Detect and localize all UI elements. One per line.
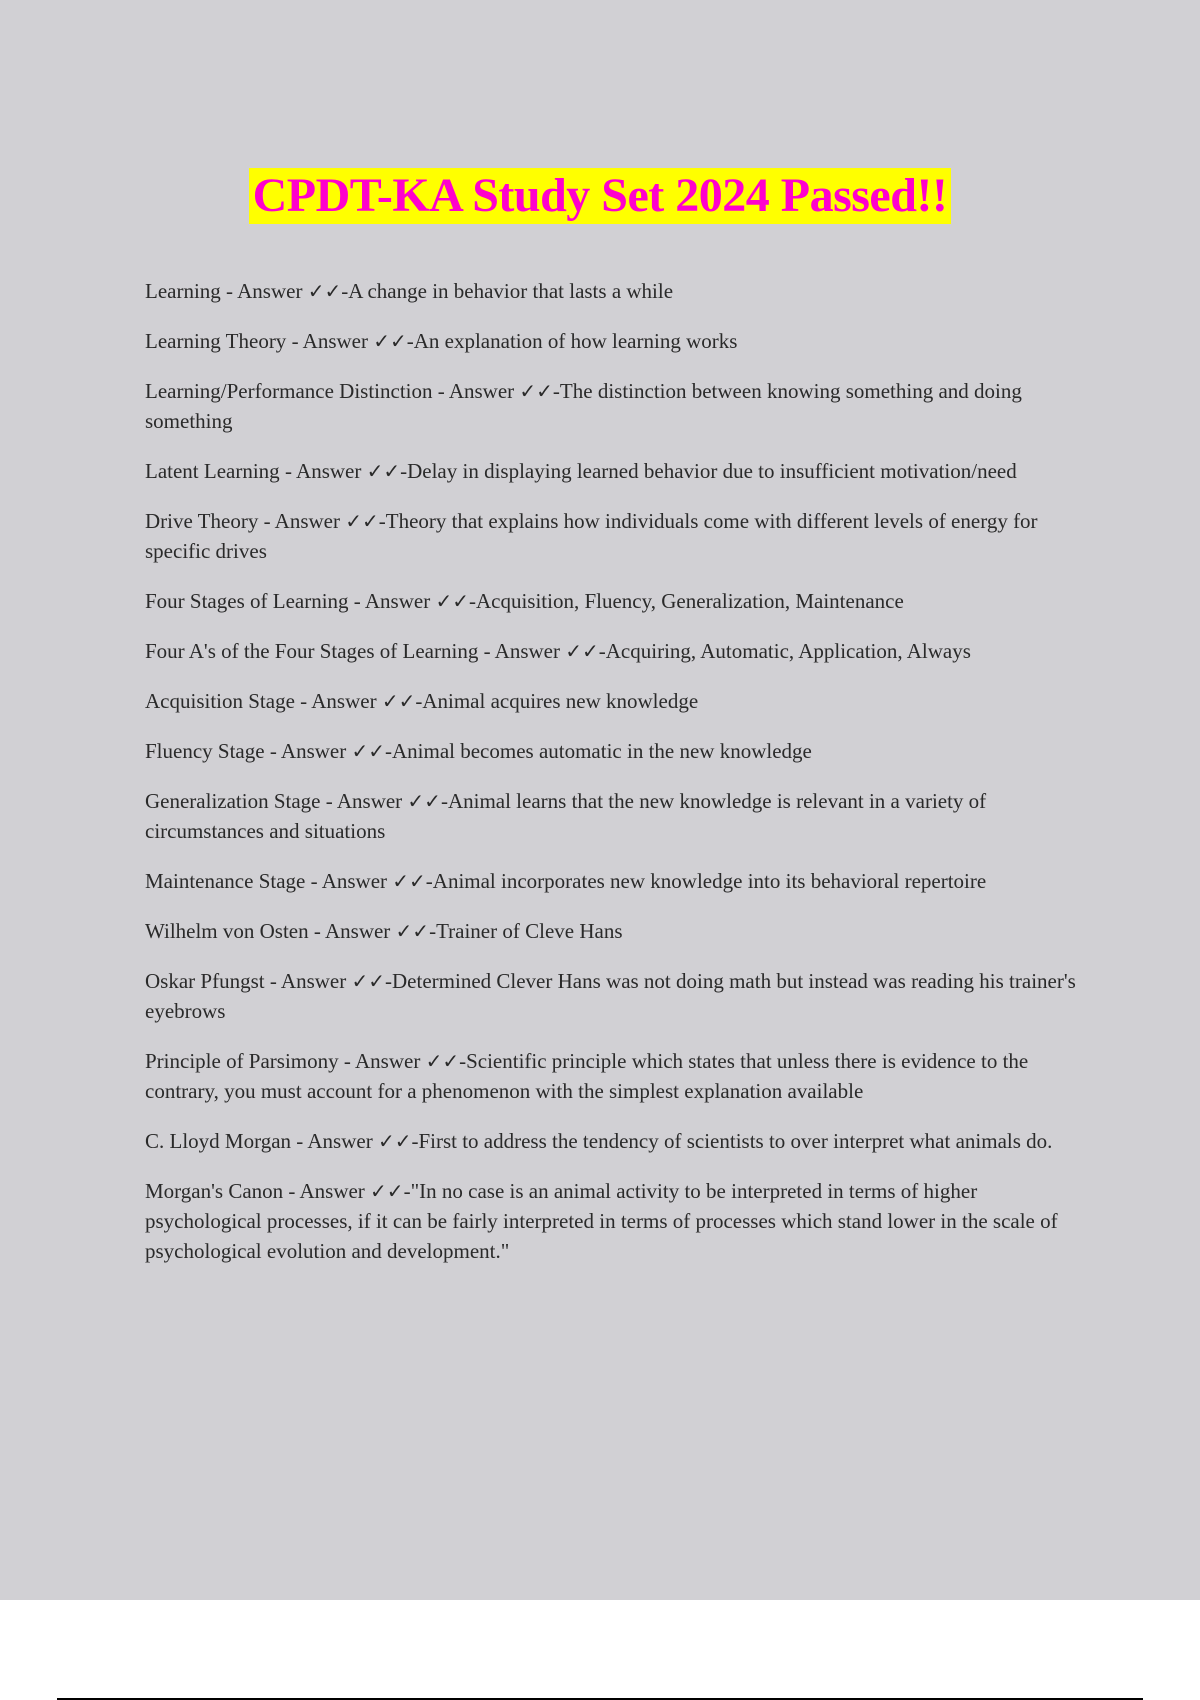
entry-answer: The distinction between knowing something and doing something: [145, 379, 1022, 433]
entry-answer: Trainer of Cleve Hans: [436, 919, 623, 943]
entry-answer: Acquiring, Automatic, Application, Always: [605, 639, 971, 663]
qa-entry-14: [145, 1046, 1080, 1106]
entry-answer: Animal acquires new knowledge: [422, 689, 699, 713]
double-check-icon: ✓✓: [381, 689, 416, 713]
double-check-icon: ✓✓: [407, 789, 441, 813]
entry-dash: -: [341, 279, 349, 303]
entry-separator: - Answer: [338, 1049, 426, 1073]
entry-separator: - Answer: [308, 919, 396, 943]
entry-term: Principle of Parsimony: [145, 1049, 339, 1073]
entry-dash: -: [429, 919, 437, 943]
entry-term: Acquisition Stage: [145, 689, 295, 713]
entry-term: Oskar Pfungst: [145, 969, 265, 993]
entry-term: Drive Theory: [145, 509, 259, 533]
entry-dash: -: [425, 869, 433, 893]
document-title: CPDT-KA Study Set 2024 Passed!!: [249, 168, 952, 224]
double-check-icon: ✓✓: [345, 509, 379, 533]
entry-term: Maintenance Stage: [145, 869, 306, 893]
entry-dash: -: [598, 639, 606, 663]
entry-answer: "In no case is an animal activity to be interpreted in terms of higher psychological processes, if it can be fairly interpreted in terms of processes which stand lower in the scale of psychological evolution and development.": [145, 1179, 1058, 1263]
entry-answer: Scientific principle which states that unless there is evidence to the contrary, you must account for a phenomenon with the simplest explanation available: [145, 1049, 1029, 1103]
double-check-icon: ✓✓: [392, 869, 426, 893]
qa-entry-11: [145, 866, 1080, 896]
qa-entry-2: [145, 326, 1080, 356]
title-container: [0, 168, 1200, 224]
entry-dash: -: [406, 329, 414, 353]
entry-term: Learning: [145, 279, 221, 303]
entry-separator: - Answer: [279, 459, 367, 483]
entry-dash: -: [403, 1179, 411, 1203]
entry-dash: -: [378, 509, 386, 533]
entry-separator: - Answer: [258, 509, 346, 533]
entry-dash: -: [385, 969, 393, 993]
entry-dash: -: [440, 789, 448, 813]
entry-answer: Animal becomes automatic in the new knowledge: [391, 739, 812, 763]
double-check-icon: ✓✓: [377, 1129, 412, 1153]
entry-term: Wilhelm von Osten: [145, 919, 309, 943]
entry-separator: - Answer: [283, 1179, 371, 1203]
entry-term: Morgan's Canon: [145, 1179, 284, 1203]
qa-entry-9: [145, 736, 1080, 766]
double-check-icon: ✓✓: [373, 329, 407, 353]
entry-term: Latent Learning: [145, 459, 280, 483]
entry-separator: - Answer: [348, 589, 436, 613]
entry-answer: Delay in displaying learned behavior due to insufficient motivation/need: [407, 459, 1017, 483]
entry-dash: -: [459, 1049, 467, 1073]
double-check-icon: ✓✓: [519, 379, 553, 403]
qa-entry-1: [145, 276, 1080, 306]
entry-term: Learning Theory: [145, 329, 287, 353]
qa-entry-3: [145, 376, 1080, 436]
qa-entry-16: [145, 1176, 1080, 1266]
entry-separator: - Answer: [305, 869, 393, 893]
double-check-icon: ✓✓: [351, 969, 386, 993]
qa-entry-13: [145, 966, 1080, 1026]
entry-term: Four Stages of Learning: [145, 589, 349, 613]
entry-dash: -: [468, 589, 476, 613]
entry-separator: - Answer: [286, 329, 374, 353]
entry-separator: - Answer: [294, 689, 382, 713]
entry-term: Learning/Performance Distinction: [145, 379, 433, 403]
entry-answer: Acquisition, Fluency, Generalization, Maintenance: [475, 589, 904, 613]
entry-dash: -: [415, 689, 423, 713]
entry-separator: - Answer: [432, 379, 520, 403]
qa-entry-7: [145, 636, 1080, 666]
entry-dash: -: [400, 459, 408, 483]
entry-answer: Animal incorporates new knowledge into its behavioral repertoire: [432, 869, 987, 893]
double-check-icon: ✓✓: [366, 459, 401, 483]
entry-answer: Animal learns that the new knowledge is relevant in a variety of circumstances and situations: [145, 789, 987, 843]
qa-entry-6: [145, 586, 1080, 616]
double-check-icon: ✓✓: [370, 1179, 404, 1203]
qa-entry-5: [145, 506, 1080, 566]
double-check-icon: ✓✓: [425, 1049, 460, 1073]
entry-answer: An explanation of how learning works: [413, 329, 738, 353]
double-check-icon: ✓✓: [435, 589, 469, 613]
qa-entry-12: [145, 916, 1080, 946]
entry-answer: Determined Clever Hans was not doing math but instead was reading his trainer's eyebrows: [145, 969, 1076, 1023]
qa-entry-15: [145, 1126, 1080, 1156]
entry-answer: First to address the tendency of scientists to over interpret what animals do.: [418, 1129, 1053, 1153]
qa-list: [145, 276, 1080, 1286]
entry-term: C. Lloyd Morgan: [145, 1129, 292, 1153]
entry-term: Generalization Stage: [145, 789, 321, 813]
entry-separator: - Answer: [264, 739, 352, 763]
entry-separator: - Answer: [264, 969, 352, 993]
qa-entry-10: [145, 786, 1080, 846]
qa-entry-8: [145, 686, 1080, 716]
entry-separator: - Answer: [291, 1129, 378, 1153]
entry-separator: - Answer: [320, 789, 408, 813]
entry-separator: - Answer: [220, 279, 308, 303]
double-check-icon: ✓✓: [351, 739, 385, 763]
entry-term: Fluency Stage: [145, 739, 265, 763]
entry-dash: -: [411, 1129, 419, 1153]
qa-entry-4: [145, 456, 1080, 486]
entry-term: Four A's of the Four Stages of Learning: [145, 639, 479, 663]
double-check-icon: ✓✓: [307, 279, 342, 303]
entry-answer: Theory that explains how individuals come with different levels of energy for specific drives: [145, 509, 1038, 563]
entry-answer: A change in behavior that lasts a while: [348, 279, 674, 303]
double-check-icon: ✓✓: [395, 919, 430, 943]
entry-dash: -: [552, 379, 560, 403]
entry-separator: - Answer: [478, 639, 566, 663]
double-check-icon: ✓✓: [565, 639, 599, 663]
entry-dash: -: [384, 739, 392, 763]
